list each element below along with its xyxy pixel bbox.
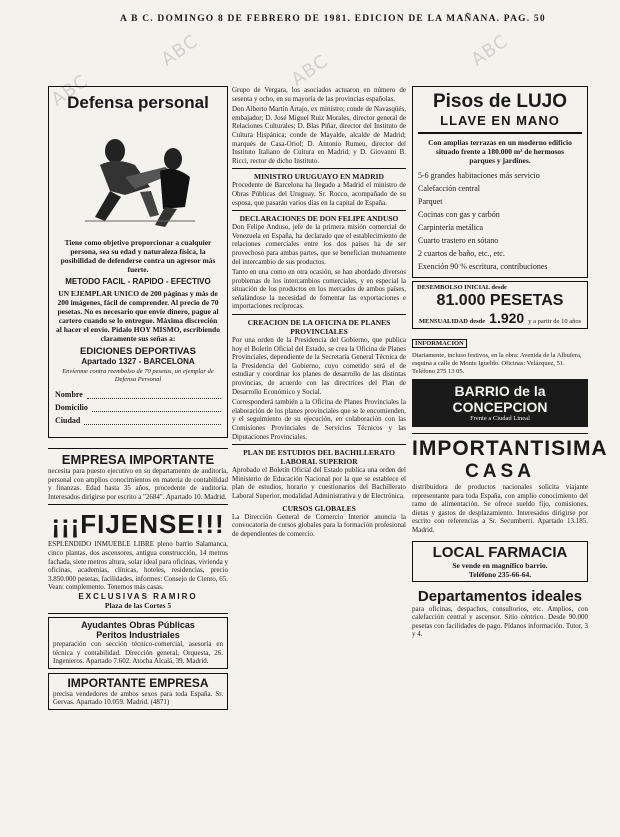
ad-publisher: EDICIONES DEPORTIVAS bbox=[80, 346, 196, 357]
news-paragraph: La Dirección General de Comercio Interior anuncia la convocatoria de cursos globales para la formación profesional de dependientes de comercio. bbox=[232, 512, 406, 538]
ad-title: ¡¡¡FIJENSE!!! bbox=[51, 509, 225, 540]
news-paragraph: Por una orden de la Presidencia del Gobierno, que publica hoy el Boletín Oficial del Estado, se crea la Oficina de Planes Provinciales, dependiente de la Secretaría General Técnica de la Presidencia del Gobierno, cuyo cometido será el de estudiar y coordinar los planes de desarrollo de las distintas provincias, de acuerdo con las directrices del Plan de Desarrollo Económico y Social. bbox=[232, 336, 406, 396]
column-left bbox=[48, 86, 228, 710]
watermark: ABC bbox=[47, 70, 93, 111]
form-field-ciudad: Ciudad bbox=[55, 412, 221, 425]
ad-note: Envíenme contra reembolso de 70 pesetas, un ejemplar de Defensa Personal bbox=[62, 368, 214, 383]
ad-title: IMPORTANTISIMA bbox=[412, 437, 608, 460]
ad-offer: UN EJEMPLAR UNICO de 200 páginas y más de 200 imágenes, fácil de comprender. Al precio de 70 pesetas. No es necesario que envíe dinero, pague al cartero cuando se lo entregue. Máxima discreción al hacer el envío. Pídalo HOY MISMO, escribiendo claramente sus señas a: bbox=[56, 289, 220, 343]
barrio-banner bbox=[412, 379, 588, 427]
feature-item: Cocinas con gas y carbón bbox=[418, 210, 500, 219]
info-label: INFORMACION bbox=[412, 339, 467, 348]
watermark: ABC bbox=[467, 30, 513, 71]
ad-text: para oficinas, despachos, consultorios, etc. Amplios, con calefacción central y ascensor. Sitio céntrico. Desde 90.000 pesetas con facilidades de pago. Pídanos información. Tutor, 3 y 4. bbox=[412, 604, 588, 639]
mensualidad-value: 1.920 bbox=[489, 310, 525, 326]
ad-subtitle: CASA bbox=[465, 461, 535, 482]
ad-phone: Teléfono 235-66-64. bbox=[468, 569, 532, 579]
feature-item: Calefacción central bbox=[418, 184, 480, 193]
ad-importante-empresa bbox=[48, 673, 228, 710]
news-heading: MINISTRO URUGUAYO EN MADRID bbox=[254, 172, 384, 182]
info-block bbox=[412, 332, 588, 376]
ad-method: METODO FACIL - RAPIDO - EFECTIVO bbox=[65, 277, 211, 286]
ad-text: Se vende en magnífico barrio. bbox=[452, 560, 548, 570]
ad-text: precisa vendedores de ambos sexos para toda España. Sr. Gervas. Apartado 10.059. Madrid. (4871) bbox=[53, 689, 223, 707]
news-paragraph: Corresponderá también a la Oficina de Planes Provinciales la elaboración de los planes provinciales que se le encomienden, y el seguimiento de su ejecución, en colaboración con las Comisiones Provinciales de Servicios Técnicos y las Diputaciones Provinciales. bbox=[232, 398, 406, 441]
ad-title: IMPORTANTE EMPRESA bbox=[67, 675, 209, 690]
ad-text: preparación con sección técnico-comercial, asesoría en técnica y contabilidad. Dirección general, Orquesta, 26. Ingenieros. Apartado 7.602. Atocha Alcalá, 39. Madrid. bbox=[53, 639, 223, 666]
ad-departamentos bbox=[412, 588, 588, 639]
ad-title: Pisos de LUJO bbox=[432, 91, 568, 112]
ad-title: EMPRESA IMPORTANTE bbox=[61, 452, 215, 467]
price-box bbox=[412, 281, 588, 329]
feature-item: 2 cuartos de baño, etc., etc. bbox=[418, 249, 505, 258]
ad-local-farmacia bbox=[412, 541, 588, 582]
desembolso-value: 81.000 PESETAS bbox=[436, 292, 564, 309]
ad-text: distribuidora de productos nacionales solicita viajante representante para toda España, con amplio conocimiento del ramo de alimentación. Se ofrece sueldo fijo, comisiones, dietas y gastos de desplazamiento. Interesados dirigirse por escrito con referencias a Sr. Secumberri. Apartado 13.185. Madrid. bbox=[412, 483, 588, 534]
page-header: A B C. DOMINGO 8 DE FEBRERO DE 1981. EDICION DE LA MAÑANA. PAG. 50 bbox=[120, 14, 546, 24]
ad-address: Apartado 1327 - BARCELONA bbox=[81, 357, 195, 366]
news-heading: DECLARACIONES DE DON FELIPE ANDUSO bbox=[239, 214, 399, 224]
feature-item: Cuarto trastero en sótano bbox=[418, 236, 499, 245]
feature-list bbox=[418, 169, 582, 273]
column-middle bbox=[232, 86, 406, 538]
watermark: ABC bbox=[157, 30, 203, 71]
ad-agency: EXCLUSIVAS RAMIRO bbox=[78, 591, 198, 601]
news-intro: Grupo de Vergara, los asociados actuaron en número de sesenta y ocho, en su mayoría de las provincias españolas. bbox=[232, 86, 406, 103]
barrio-title: BARRIO de la CONCEPCION bbox=[452, 383, 548, 415]
feature-item: Parquet bbox=[418, 197, 443, 206]
news-paragraph: Don Alberto Martín Artajo, ex ministro; conde de Navasqüés, embajador; D. José Miguel Ruiz Morales, director general de Relaciones Culturales; D. Blas Piñar, director del Instituto de Cultura Hispánica; conde de Mayalde, alcalde de Madrid; marqués de Casa-Oriol; D. Antonio Rumeu, director del Instituto Italiano de Cultura en Madrid, y D. Giovanni B. Ricci, rector de dicho Instituto. bbox=[232, 105, 406, 165]
news-heading: CURSOS GLOBALES bbox=[282, 503, 356, 513]
ad-subtitle: LLAVE EN MANO bbox=[440, 113, 560, 128]
news-heading: PLAN DE ESTUDIOS DEL BACHILLERATO LABORAL SUPERIOR bbox=[243, 448, 395, 467]
form-field-nombre: Nombre bbox=[55, 386, 221, 399]
feature-item: 5-6 grandes habitaciones más servicio bbox=[418, 171, 540, 180]
ad-agency-address: Plaza de las Cortes 5 bbox=[104, 600, 172, 610]
ad-ayudantes bbox=[48, 617, 228, 669]
news-paragraph: Don Felipe Anduso, jefe de la primera misión comercial de Venezuela en España, ha declarado que el establecimiento de relaciones comerciales entre los dos países ha de ser provechoso para ambas partes, que se benefician mutuamente del intercambio de sus productos. bbox=[232, 223, 406, 266]
barrio-subtitle: Frente a Ciudad Lineal bbox=[470, 415, 530, 422]
ad-importantisima bbox=[412, 437, 608, 535]
form-field-domicilio: Domicilio bbox=[55, 399, 221, 412]
feature-item: Exención 90 % escritura, contribuciones bbox=[418, 262, 548, 271]
ad-pisos-de-lujo bbox=[412, 86, 588, 278]
info-text: Diariamente, incluso festivos, en la obra: Avenida de la Albufera, esquina a calle de Monte Igueldo. Oficinas: Velázquez, 51. Teléfono 275 13 05. bbox=[412, 352, 582, 375]
feature-item: Carpintería metálica bbox=[418, 223, 484, 232]
ad-empresa-importante bbox=[48, 452, 228, 501]
mensualidad-tail: y a partir de 10 años bbox=[528, 318, 582, 325]
ad-title: Departamentos ideales bbox=[417, 587, 583, 605]
mensualidad-label: MENSUALIDAD desde bbox=[418, 318, 486, 325]
news-paragraph: Aprobado el Boletín Oficial del Estado publica una orden del Ministerio de Educación Nacional por la que se establece el plan de estudios, horario y cuestionarios del Bachillerato Laboral Superior, modalidad Administrativa y de Electrónica. bbox=[232, 466, 406, 500]
ad-text: Tiene como objetivo proporcionar a cualquier persona, sea su edad y naturaleza física, la posibilidad de defenderse contra un agresor más fuerte. bbox=[60, 238, 216, 274]
ad-text: ESPLENDIDO INMUEBLE LIBRE pleno barrio Salamanca, cinco plantas, dos ascensores, antigua construcción, 14 metros fachada, siete metros altura, solar ideal para oficinas, vivienda y oficinas, academias, clínicas, hoteles, residencias, precio 3.850.000 pesetas, facilidades, informes: Consejo de Ciento, 65. Vean: complemento. Tenemos más casas. bbox=[48, 540, 228, 592]
ad-title: Ayudantes Obras Públicas bbox=[81, 619, 195, 630]
ad-intro: Con amplias terrazas en un moderno edificio situado frente a 180.000 m² de hermosos parques y jardines. bbox=[428, 138, 572, 165]
ad-title: LOCAL FARMACIA bbox=[432, 543, 568, 561]
ad-fijense bbox=[48, 508, 228, 610]
fighters-illustration bbox=[55, 117, 221, 229]
ad-text: necesita para puesto ejecutivo en su departamento de auditoría, personal con amplios conocimientos en materia de contabilidad y finanzas. Edad hasta 35 años, procedente de auditoría. Interesados dirigirse por escrito a "2684". Apartado 10. Madrid. bbox=[48, 467, 228, 501]
news-heading: CREACION DE LA OFICINA DE PLANES PROVINCIALES bbox=[247, 318, 391, 337]
column-right bbox=[412, 86, 608, 639]
news-paragraph: Tanto en una como en otra ocasión, se han abordado diversos problemas de los intercambios comerciales, y en especial la situación de los productos en los mercados de ambos países, señalándose la necesidad de fomentar las exportaciones e importaciones recíprocas. bbox=[232, 268, 406, 311]
ad-title: Defensa personal bbox=[67, 93, 209, 112]
ad-defensa-personal bbox=[48, 86, 228, 438]
desembolso-label: DESEMBOLSO INICIAL desde bbox=[417, 284, 507, 291]
news-paragraph: Procedente de Barcelona ha llegado a Madrid el ministro de Obras Públicas del Uruguay, Sr. Rocco, acompañado de su esposa, que pasarán varios días en la capital de España. bbox=[232, 181, 406, 207]
watermark: ABC bbox=[287, 50, 333, 91]
ad-subtitle: Peritos Industriales bbox=[96, 629, 180, 640]
